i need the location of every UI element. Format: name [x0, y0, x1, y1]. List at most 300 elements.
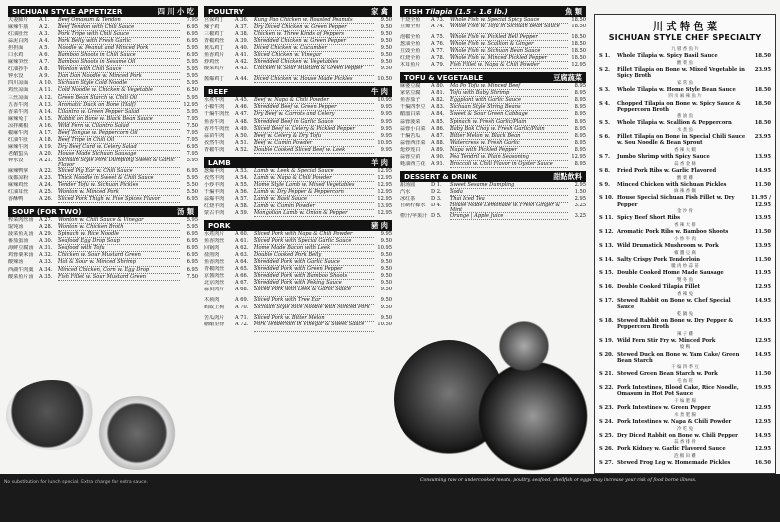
menu-item-code: D 2.	[431, 188, 442, 195]
menu-item-code: A 13.	[39, 101, 53, 108]
menu-item-price: 2.95	[574, 181, 586, 188]
menu-item	[204, 231, 392, 238]
menu-item-name: Sliced Pork with Leek & Garlic Sauce	[254, 287, 374, 297]
menu-item-cn: 蒜泥白肉	[8, 38, 29, 45]
menu-item-cn: 豆瓣全鱼	[400, 24, 421, 30]
menu-item-price: 8.95	[574, 111, 586, 118]
menu-item-price: 5.50	[186, 189, 198, 196]
menu-item	[8, 151, 198, 158]
menu-item	[204, 104, 392, 111]
menu-item-cn: 红油牛肚	[8, 136, 29, 143]
menu-item-name: Beef w. Napa & Chili Powder	[254, 97, 374, 104]
menu-item-price: 9.50	[380, 59, 392, 66]
menu-item-cn: 麻辣鸡丝	[8, 182, 29, 189]
specialty-item-cn: 雙 冬 魚	[677, 278, 693, 284]
specialty-item-code: S 5.	[599, 120, 610, 127]
menu-item-name: Whole Fish w. Pickled Bell Pepper	[450, 34, 568, 41]
specialty-item-name: Spicy Beef Short Ribs	[617, 215, 681, 222]
menu-item	[400, 147, 586, 154]
menu-item-name: Chicken w. Three Kinds of Peppers	[254, 31, 374, 38]
menu-item-cn: 西湖牛肉羹	[8, 266, 34, 273]
menu-item-price: 3.25	[574, 212, 586, 219]
menu-item-code: A 52.	[235, 146, 249, 153]
menu-item-code: A 4.	[39, 38, 50, 45]
menu-item-code: A 83.	[431, 104, 445, 111]
menu-item	[8, 95, 198, 102]
menu-item-cn: 京酱肉丝	[204, 273, 225, 280]
specialty-item-name: Minced Chicken with Sichuan Pickles	[617, 181, 727, 188]
menu-item	[8, 109, 198, 116]
menu-item-name: Whole Fish w. Sichuan Bean Sauce	[450, 48, 568, 55]
menu-item-cn: 鸡蓉粟米汤	[8, 252, 34, 259]
specialty-item-name: Stewed Frog Leg w. Homemade Pickles	[617, 460, 731, 467]
menu-item-name: Wonton w. Minced Pork	[58, 189, 180, 196]
appetizer-title: SICHUAN STYLE APPETIZER	[12, 7, 123, 16]
menu-item-price: 10.50	[377, 76, 392, 83]
fish-title-cn: 魚 類	[565, 7, 582, 16]
specialty-item-price: 18.50	[754, 120, 771, 127]
poultry-header	[204, 6, 392, 17]
specialty-item-code: S 17.	[599, 297, 614, 304]
menu-item-cn: 番茄蛋汤	[8, 238, 29, 245]
specialty-item	[595, 237, 775, 249]
menu-item-code: A 25.	[39, 189, 53, 196]
menu-item-price: 8.95	[574, 104, 586, 111]
column-appetizer-soup	[8, 6, 198, 284]
specialty-item-code: S 22.	[599, 385, 614, 392]
menu-item-code: A 29.	[39, 231, 53, 238]
menu-item	[204, 31, 392, 38]
menu-item	[204, 175, 392, 182]
menu-item	[400, 140, 586, 147]
menu-item-code: A 73.	[431, 17, 445, 23]
menu-item	[8, 31, 198, 38]
lamb-title: LAMB	[208, 157, 231, 167]
menu-item	[8, 66, 198, 73]
specialty-item-price: 14.95	[754, 351, 771, 358]
menu-item	[8, 217, 198, 224]
menu-item-cn: 蒜苗牛肉	[204, 132, 225, 139]
menu-item-code: A 68.	[235, 287, 249, 293]
column-fish-tofu-dessert	[400, 6, 586, 223]
menu-item-price: 9.50	[380, 24, 392, 31]
menu-item-cn: 成都凉粉	[8, 174, 29, 181]
menu-item-cn: 椒麻牛肉	[8, 129, 29, 136]
specialty-item-price: 12.95	[754, 446, 771, 453]
menu-item-code: A 67.	[235, 280, 249, 287]
specialty-item-code: S 19.	[599, 337, 614, 344]
menu-item-price: 5.95	[186, 157, 198, 163]
menu-item-name: Sliced Pork w. Bitter Melon	[254, 315, 374, 322]
menu-item	[8, 24, 198, 31]
specialty-item-price: 12.95	[754, 284, 771, 291]
fish-title-note: Tilapia (1.5 - 1.6 lb.)	[425, 7, 508, 16]
menu-item-code: A 80.	[431, 83, 445, 90]
menu-item	[400, 62, 586, 69]
menu-item-price: 12.95	[377, 210, 392, 217]
specialty-item-code: S 24.	[599, 418, 614, 425]
specialty-item-price: 11.95 / 12.95	[751, 195, 771, 208]
menu-item-price: 9.50	[380, 287, 392, 293]
specialty-item	[595, 312, 775, 330]
menu-item-price: 12.95	[183, 101, 198, 108]
specialty-item-code: S 27.	[599, 460, 614, 467]
menu-item-cn: 酱爆鸡丁	[204, 76, 225, 83]
menu-item-cn: 蒜蓉西洋菜	[400, 139, 426, 146]
menu-item-name: Double Cooked Sliced Beef w. Leek	[254, 147, 374, 154]
menu-item-code: A 32.	[39, 252, 53, 259]
menu-item-price: 18.50	[571, 55, 586, 62]
menu-item-cn: 鱼香牛肉	[204, 118, 225, 125]
menu-item	[8, 182, 198, 189]
specialty-item-price: 13.95	[754, 242, 771, 249]
menu-item-code: A 77.	[431, 48, 445, 55]
specialty-item-code: S 10.	[599, 195, 614, 202]
specialty-item-price: 12.95	[754, 418, 771, 425]
menu-item-name: Sliced Pork with Napa & Chili Powder	[254, 231, 374, 238]
specialty-item-code: S 25.	[599, 432, 614, 439]
menu-item	[400, 119, 586, 126]
menu-item-name: Pork Tripe with Chili Sauce	[58, 31, 180, 38]
menu-item-price: 6.95	[186, 252, 198, 259]
menu-item-price: 8.95	[574, 83, 586, 90]
menu-item-cn: 橙汁/苹果汁	[400, 212, 428, 219]
menu-item	[204, 280, 392, 287]
specialty-item-name: Pork Intestines w. Green Pepper	[617, 405, 711, 412]
menu-item-code: A 84.	[431, 111, 445, 118]
menu-item-code: A 78.	[431, 55, 445, 62]
specialty-item-cn: 麻 辣 香 鍋	[674, 189, 696, 195]
fish-header	[400, 6, 586, 17]
menu-item-price: 18.50	[571, 17, 586, 23]
specialty-item-code: S 9.	[599, 181, 610, 188]
menu-item-price: 6.95	[186, 24, 198, 31]
menu-item-price: 6.95	[186, 238, 198, 245]
menu-item-code: A 15.	[39, 115, 53, 122]
menu-item-code: A 41.	[235, 52, 249, 59]
menu-item	[400, 34, 586, 41]
menu-item-name: Tender Tofu w. Sichuan Pickles	[58, 182, 180, 189]
menu-item	[8, 274, 198, 281]
menu-item	[8, 175, 198, 182]
menu-item-name: Beef Tongue w. Peppercorn Oil	[58, 130, 180, 137]
menu-item-price: 9.95	[380, 146, 392, 153]
specialty-item-cn: 香 辣 兔	[677, 291, 693, 297]
menu-item-name: Lamb w. Leek & Special Sauce	[254, 168, 374, 175]
menu-item-price: 8.95	[574, 160, 586, 167]
menu-item	[204, 126, 392, 133]
pork-header	[204, 220, 392, 231]
menu-item-cn: 葱爆羊肉	[204, 167, 225, 174]
appetizer-header	[8, 6, 198, 17]
menu-item-name: Sliced Pork with Tree Ear	[254, 297, 374, 304]
fish-section	[400, 6, 586, 69]
menu-item	[8, 38, 198, 45]
menu-item	[400, 182, 586, 189]
menu-item-cn: 水煮牛肉	[204, 97, 225, 104]
menu-item-price: 5.95	[186, 108, 198, 115]
specialty-item-name: Wild Drumstick Mushroom w. Pork	[617, 242, 719, 249]
menu-item	[400, 17, 586, 24]
menu-item-cn: 糖醋里脊	[204, 321, 225, 327]
menu-item-code: A 5.	[39, 45, 50, 52]
menu-item-code: A 9.	[39, 73, 50, 80]
menu-item-code: A 46.	[235, 104, 249, 111]
menu-item-cn: 凉拌蕨根	[8, 122, 29, 129]
specialty-item-name: Stewed Duck on Bone w. Yam Cake/ Green Bean Starch	[617, 351, 740, 364]
menu-item-name: Hot & Sour w. Minced Shrimp	[58, 259, 180, 266]
menu-item-cn: 炒鸡丝	[204, 59, 220, 66]
specialty-item-cn: 椒 鹽 豆 腐	[674, 250, 696, 256]
specialty-item	[595, 332, 775, 344]
menu-item-price: 10.95	[377, 245, 392, 252]
specialty-item-name: Stewed Rabbit on Bone w. Dry Pepper & Peppercorn Broth	[617, 317, 734, 330]
menu-item-cn: 四川凉面	[8, 80, 29, 87]
tofu-section	[400, 72, 586, 168]
menu-item	[400, 213, 586, 220]
menu-item-code: A 70.	[235, 304, 249, 310]
specialty-item-price: 23.95	[754, 66, 771, 73]
specialty-item-name: Pork Kidney w. Garlic Flavored Sauce	[617, 446, 726, 453]
specialty-item	[595, 454, 775, 466]
menu-item-name: Aromatic Duck on Bone (Half)	[58, 102, 180, 109]
menu-item-code: A 11.	[39, 87, 53, 94]
menu-item-code: A 87.	[431, 132, 445, 139]
specialty-item-cn: 酸 菜 魚	[677, 60, 693, 66]
menu-item-cn: 水煮肉片	[204, 231, 225, 238]
specialty-item-cn: 四 川 麻 辣 魚 片	[668, 94, 702, 100]
menu-item-name: Dry Beef w. Carrots and Celery	[254, 111, 374, 118]
dessert-header	[400, 171, 586, 182]
specialty-item-code: S 12.	[599, 229, 614, 236]
menu-item-code: A 23.	[39, 174, 53, 181]
chef-specialty-panel	[594, 14, 776, 474]
specialty-item-price: 11.50	[754, 229, 771, 236]
menu-item-price: 9.95	[380, 132, 392, 139]
soup-list	[8, 217, 198, 280]
menu-item-name: Dry Beef Curd w. Celery Salad	[58, 144, 180, 151]
menu-item-price: 12.95	[571, 62, 586, 69]
menu-item	[204, 252, 392, 259]
menu-item	[204, 259, 392, 266]
menu-item-cn: 蒜蓉小白菜	[400, 125, 426, 132]
menu-item	[204, 203, 392, 210]
specialty-item	[595, 399, 775, 411]
menu-item	[204, 189, 392, 196]
menu-item-price: 10.95	[377, 139, 392, 146]
menu-item-name: Sliced Pork with Special Garlic Sauce	[254, 238, 374, 245]
specialty-item-name: Whole Tilapia w. Scallion & Peppercorn	[617, 120, 732, 127]
specialty-item	[595, 251, 775, 263]
menu-item-price: 9.50	[380, 252, 392, 259]
menu-item-code: A 14.	[39, 108, 53, 115]
menu-item-name: Wonton with Chili Sauce	[58, 66, 180, 73]
menu-item-code: A 62.	[235, 245, 249, 252]
specialty-item-cn: 金 沙 骨	[677, 209, 693, 215]
specialty-item-cn: 蒜 香 排 骨	[674, 440, 696, 446]
menu-item-code: A 8.	[39, 66, 50, 73]
specialty-item	[595, 128, 775, 146]
poultry-list	[204, 17, 392, 83]
menu-item-price: 9.50	[380, 280, 392, 287]
menu-item-cn: 冰红茶	[400, 195, 416, 202]
column-meats	[204, 6, 392, 335]
menu-item	[8, 102, 198, 109]
menu-item-code: A 86.	[431, 125, 445, 132]
menu-item-price: 6.95	[186, 259, 198, 266]
dessert-list	[400, 182, 586, 220]
menu-item-cn: 香酥鸭	[8, 196, 24, 203]
specialty-item-name: Pork Intestines w. Napa & Chili Powder	[617, 418, 732, 425]
menu-item-cn: 麻辣兔丁	[8, 115, 29, 122]
menu-item-name: Fish Fillet w. Napa & Chili Powder	[450, 62, 568, 69]
menu-item-price: 7.50	[186, 122, 198, 129]
menu-item-cn: 三丝凉面	[8, 94, 29, 101]
menu-item-name: Beef Tripe in Chili Oil	[58, 137, 180, 144]
specialty-item-cn: 酸 菜 雞	[677, 175, 693, 181]
specialty-item-price: 14.95	[754, 297, 771, 304]
appetizer-title-cn: 四 川 小 吃	[157, 7, 194, 16]
menu-item-price: 1.50	[574, 188, 586, 195]
menu-item-code: A 12.	[39, 94, 53, 101]
menu-item-name: Beef w. Celery & Dry Tofu	[254, 133, 374, 140]
menu-item-cn: 红油耳丝	[8, 189, 29, 196]
menu-item	[8, 231, 198, 238]
specialty-item-name: Whole Tilapia w. Home Style Bean Sauce	[617, 86, 736, 93]
specialty-item-cn: 乾 鍋 兔	[677, 311, 693, 317]
soup-title: SOUP (FOR TWO)	[12, 207, 82, 217]
menu-item-code: A 60.	[235, 231, 249, 238]
menu-item-cn: 蒙古羊肉	[204, 210, 225, 217]
menu-item	[204, 147, 392, 154]
specialty-item	[595, 292, 775, 310]
menu-item-price: 6.95	[186, 196, 198, 203]
menu-item-name: Diced Chicken w. Cucumber	[254, 45, 374, 52]
menu-item	[8, 137, 198, 144]
menu-item-code: D 4.	[431, 202, 442, 208]
specialty-item	[595, 379, 775, 397]
menu-item-name: Shredded Beef in Garlic Sauce	[254, 119, 374, 126]
specialty-item-price: 13.95	[754, 154, 771, 161]
menu-item-price: 10.50	[377, 321, 392, 327]
menu-item-cn: 口水鸡	[8, 52, 24, 59]
specialty-item-price: 14.95	[754, 432, 771, 439]
menu-item	[204, 266, 392, 273]
menu-item-price: 8.95	[574, 132, 586, 139]
menu-item	[8, 123, 198, 130]
specialty-item	[595, 427, 775, 439]
menu-item-price: 6.95	[186, 38, 198, 45]
menu-item-cn: 红烧全鱼	[400, 55, 421, 62]
menu-item-code: A 75.	[431, 34, 445, 41]
menu-item	[204, 182, 392, 189]
menu-item-price: 5.95	[186, 80, 198, 87]
menu-item-cn: 担担面	[8, 45, 24, 52]
menu-item-price: 9.95	[380, 125, 392, 132]
menu-item-code: A 53.	[235, 167, 249, 174]
menu-item-code: A 49.	[235, 125, 249, 132]
menu-item-name: Shredded Chicken w. Green Pepper	[254, 38, 374, 45]
specialty-item-price: 12.95	[754, 337, 771, 344]
menu-item-code: A 61.	[235, 238, 249, 245]
specialty-item-code: S 3.	[599, 86, 610, 93]
menu-item-code: A 82.	[431, 97, 445, 104]
menu-item-price: 7.95	[186, 17, 198, 23]
menu-item-code: A 37.	[235, 24, 249, 31]
menu-item-name: Sichuan Style Cold Noodle	[58, 80, 180, 87]
fish-title: FISH	[404, 7, 423, 16]
specialty-item-price: 12.95	[754, 405, 771, 412]
dessert-title-cn: 甜點飲料	[553, 171, 582, 181]
menu-item-price: 18.50	[571, 48, 586, 55]
menu-item	[204, 66, 392, 76]
menu-item-name: Watercress w. Fresh Garlic	[450, 140, 568, 147]
specialty-item-name: Pork Intestines, Blood Cake, Rice Noodle, Omasum in Hot Pot Sauce	[617, 385, 739, 398]
specialty-item-code: S 8.	[599, 167, 610, 174]
menu-item	[204, 287, 392, 297]
menu-item-cn: 红烧羊肉	[204, 202, 225, 209]
menu-item-price: 12.95	[571, 153, 586, 160]
menu-item-code: A 57.	[235, 195, 249, 202]
menu-item-cn: 五香牛肉	[8, 101, 29, 108]
menu-item-name: Thick Noodle in Sweet & Chili Sauce	[58, 175, 180, 182]
specialty-item-code: S 2.	[599, 66, 610, 73]
menu-item-cn: 家常豆腐	[400, 90, 421, 97]
menu-item-code: A 69.	[235, 297, 249, 304]
menu-item-name: Noodle w. Peanut and Minced Pork	[58, 45, 180, 52]
menu-item-name: Dry Diced Chicken w. Green Pepper	[254, 24, 374, 31]
menu-item-name: Sweet Sesame Dumpling	[450, 182, 568, 189]
menu-item-price: 8.95	[574, 125, 586, 132]
menu-item-code: A 17.	[39, 129, 53, 136]
menu-item	[204, 315, 392, 322]
menu-item-code: A 6.	[39, 52, 50, 59]
lamb-list	[204, 168, 392, 217]
menu-item	[204, 168, 392, 175]
tofu-header	[400, 72, 586, 83]
menu-item-code: A 47.	[235, 111, 249, 118]
specialty-item-cn: 燒 鴨	[679, 345, 691, 351]
menu-item-price: 6.95	[186, 266, 198, 273]
menu-item-cn: 老醋蜇头	[8, 150, 29, 157]
menu-item-price: 6.95	[186, 167, 198, 174]
specialty-item-name: Aromatic Pork Ribs w. Bamboo Shoots	[617, 229, 729, 236]
dessert-title: DESSERT & DRINK	[404, 171, 477, 181]
menu-item	[8, 87, 198, 94]
menu-item-cn: 红油抄手	[8, 66, 29, 73]
menu-item-name: Bamboo Shoots in Chili Sauce	[58, 52, 180, 59]
menu-item-price: 9.50	[380, 238, 392, 245]
menu-item-code: A 28.	[39, 224, 53, 231]
menu-item-cn: 泡椒全鱼	[400, 34, 421, 41]
menu-item-name: Diced Chicken w. House Made Pickles	[254, 76, 374, 83]
menu-item-code: A 63.	[235, 252, 249, 259]
menu-item-code: A 50.	[235, 132, 249, 139]
menu-item	[8, 17, 198, 24]
menu-item-price: 10.95	[377, 97, 392, 104]
menu-item-name: Tofu with Baby Shrimp	[450, 90, 568, 97]
specialty-item	[595, 162, 775, 174]
soup-section	[8, 206, 198, 280]
menu-item-name: Green Bean Starch w. Chili Oil	[58, 95, 180, 102]
menu-item	[400, 41, 586, 48]
specialty-item	[595, 61, 775, 79]
menu-item-code: A 45.	[235, 97, 249, 104]
menu-item-price: 9.50	[380, 266, 392, 273]
specialty-item-cn: 水 煮 肥 腸	[674, 412, 696, 418]
specialty-item-name: Fillet Tilapia on Bone w. Mixed Vegetable in Spicy Broth	[617, 66, 745, 79]
specialty-item-name: Jumbo Shrimp with Spicy Sauce	[617, 154, 710, 161]
